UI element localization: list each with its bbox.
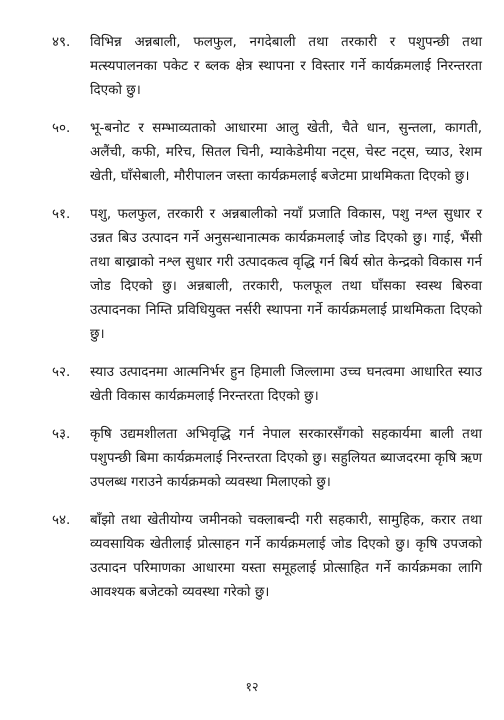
paragraph-text: बाँझो तथा खेतीयोग्य जमीनको चक्लाबन्दी गरी सहकारी, सामुहिक, करार तथा व्यवसायिक खेतीलाई प्रोत्साहन गर्ने कार्यक्रमलाई जोड दिएको छु। कृषि उपजको उत्पादन परिमाणका आधारमा यस्ता समूहलाई प्रोत्साहित गर्ने कार्यक्रमका लागि आवश्यक बजेटको व्यवस्था गरेको छु। [90, 512, 482, 600]
paragraph-item-49 [52, 30, 482, 102]
paragraph-number: ५१. [52, 206, 71, 222]
paragraph-text: विभिन्न अन्नबाली, फलफुल, नगदेबाली तथा तरकारी र पशुपन्छी तथा मत्स्यपालनका पकेट र ब्लक क्षेत्र स्थापना र विस्तार गर्ने कार्यक्रमलाई निरन्तरता दिएको छु। [90, 34, 482, 98]
paragraph-item-50 [52, 116, 482, 188]
paragraph-number: ५०. [52, 120, 71, 136]
paragraph-item-54 [52, 508, 482, 604]
paragraph-number: ५३. [52, 426, 71, 442]
paragraph-number: ४९. [52, 34, 71, 50]
paragraph-item-52 [52, 360, 482, 408]
page-number: १२ [245, 679, 259, 694]
paragraph-text: स्याउ उत्पादनमा आत्मनिर्भर हुन हिमाली जिल्लामा उच्च घनत्वमा आधारित स्याउ खेती विकास कार्यक्रमलाई निरन्तरता दिएको छु। [90, 364, 482, 404]
paragraph-list [52, 30, 482, 618]
paragraph-number: ५२. [52, 364, 71, 380]
paragraph-number: ५४. [52, 512, 71, 528]
paragraph-text: पशु, फलफुल, तरकारी र अन्नबालीको नयाँ प्रजाति विकास, पशु नश्ल सुधार र उन्नत बिउ उत्पादन गर्ने अनुसन्धानात्मक कार्यक्रमलाई जोड दिएको छु। गाई, भैंसी तथा बाख्राको नश्ल सुधार गरी उत्पादकत्व वृद्धि गर्न बिर्य स्रोत केन्द्रको विकास गर्न जोड दिएको छु। अन्नबाली, तरकारी, फलफूल तथा घाँसका स्वस्थ बिरुवा उत्पादनका निम्ति प्रविधियुक्त नर्सरी स्थापना गर्ने कार्यक्रमलाई प्राथमिकता दिएको छु। [90, 206, 482, 342]
paragraph-item-51 [52, 202, 482, 346]
paragraph-item-53 [52, 422, 482, 494]
paragraph-text: भू-बनोट र सम्भाव्यताको आधारमा आलु खेती, चैते धान, सुन्तला, कागती, अलैंची, कफी, मरिच, सितल चिनी, म्याकेडेमीया नट्स, चेस्ट नट्स, च्याउ, रेशम खेती, घाँसेबाली, मौरीपालन जस्ता कार्यक्रमलाई बजेटमा प्राथमिकता दिएको छु। [90, 120, 482, 184]
paragraph-text: कृषि उद्यमशीलता अभिवृद्धि गर्न नेपाल सरकारसँगको सहकार्यमा बाली तथा पशुपन्छी बिमा कार्यक्रमलाई निरन्तरता दिएको छु। सहुलियत ब्याजदरमा कृषि ऋण उपलब्ध गराउने कार्यक्रमको व्यवस्था मिलाएको छु। [90, 426, 482, 490]
